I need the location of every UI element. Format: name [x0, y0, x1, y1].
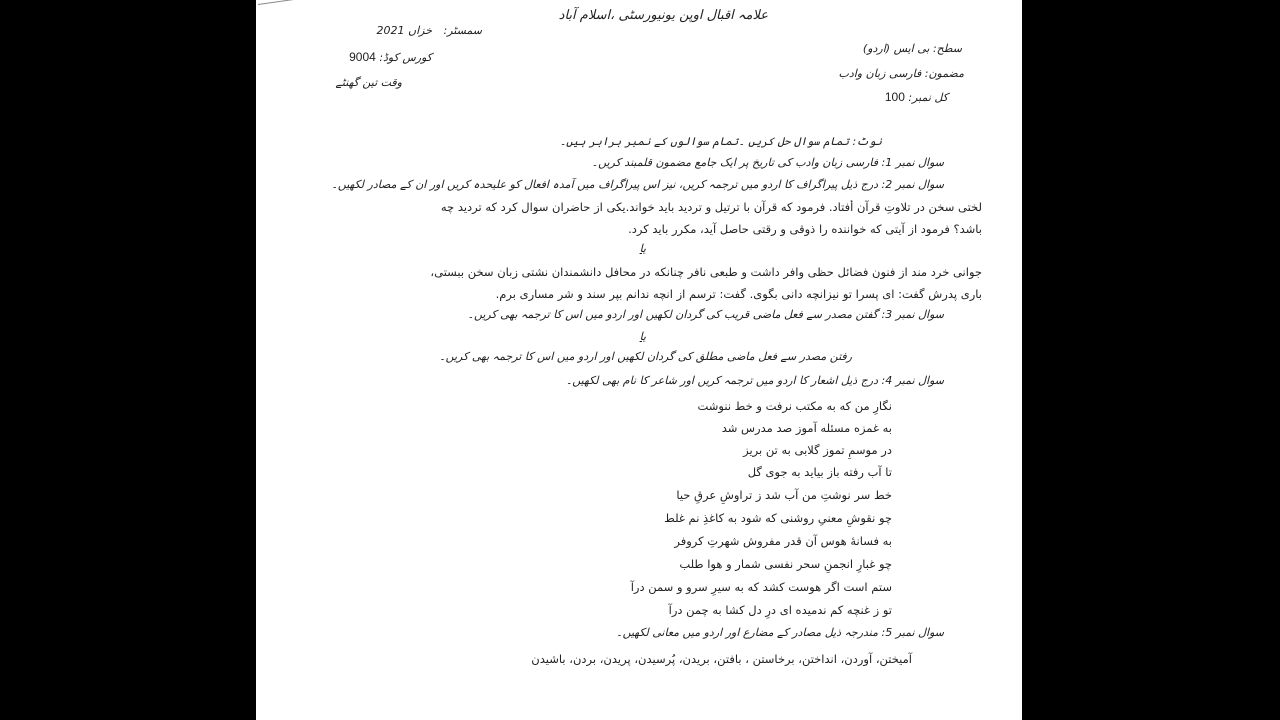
level-line: [863, 42, 962, 55]
course-code-value: 9004: [349, 50, 376, 64]
level-label: سطح:: [932, 42, 962, 55]
question-4: سوال نمبر 4: درج ذیل اشعار کا اردو میں ترجمہ کریں اور شاعر کا نام بھی لکھیں۔: [565, 374, 944, 387]
question-2-alt-line-1: جوانی خرد مند از فنونِ فضائل حظی وافر داشت و طبعی نافر چنانکه در محافلِ دانشمندان نشتی زبانِ سخن ببستی،: [430, 265, 982, 279]
level-value: بی ایس (اردو): [862, 42, 930, 55]
verse-7: به فسانهٔ هوس آن قدر مفروش شهرتِ کروفر: [674, 534, 892, 548]
subject-line: [839, 67, 965, 80]
total-marks-label: کل نمبر:: [908, 91, 948, 104]
verse-2: به غمزه مسئله آموز صد مدرس شد: [721, 421, 892, 435]
question-3-alt: رفتن مصدر سے فعل ماضی مطلق کی گردان لکھیں اور اردو میں اس کا ترجمہ بھی کریں۔: [439, 350, 852, 363]
question-3: سوال نمبر 3: گفتن مصدر سے فعل ماضی قریب کی گردان لکھیں اور اردو میں اس کا ترجمہ بھی کریں۔: [467, 308, 944, 321]
verse-6: چو نقوشِ معنیِ روشنی که شود به کاغذِ نم غلط: [664, 511, 892, 525]
university-title: علامہ اقبال اوپن یونیورسٹی ،اسلام آباد: [558, 8, 768, 23]
or-separator-2: یا: [639, 330, 646, 343]
semester-label: سمسٹر:: [443, 24, 482, 37]
question-2: سوال نمبر 2: درج ذیل پیراگراف کا اردو میں ترجمہ کریں، نیز اس پیراگراف میں آمدہ افعال کو علیحدہ کریں اور ان کے مصادر لکھیں۔: [331, 178, 944, 191]
semester-line: [377, 24, 482, 37]
question-1: سوال نمبر 1: فارسی زبان وادب کی تاریخ پر ایک جامع مضمون قلمبند کریں۔: [591, 156, 944, 169]
total-marks-value: 100: [884, 90, 905, 104]
semester-value: خزاں 2021: [376, 24, 433, 37]
verse-8: چو غبارِ انجمنِ سحر نفسی شمار و هوا طلب: [679, 557, 892, 571]
subject-label: مضمون:: [924, 67, 964, 80]
subject-value: فارسی زبان وادب: [838, 67, 922, 80]
question-5-infinitives-list: آمیختن، آوردن، انداختن، برخاستن ، بافتن، بریدن، پُرسیدن، پریدن، بردن، باشیدن: [531, 652, 912, 666]
verse-5: خط سر نوشتِ من آب شد ز تراوشِ عرقِ حیا: [676, 488, 892, 502]
question-2-passage-line-1: لختی سخن در تلاوتِ قرآن أفتاد. فرمود که قرآن با ترتیل و تردید باید خواند.یکی از حاضران سوال کرد که تردید چه: [440, 200, 982, 214]
total-marks-line: [885, 90, 948, 104]
verse-1: نگارِ من که به مکتب نرفت و خط ننوشت: [697, 399, 892, 413]
instructions-note: نوٹ: تمام سوال حل کریں ۔تمام سوالوں کے نمبر برابر ہیں۔: [559, 135, 882, 148]
scan-artifact-line: [258, 0, 302, 5]
course-code-line: [349, 50, 432, 64]
exam-paper-page: [256, 0, 1022, 720]
verse-3: در موسمِ تموز گلابی به تن بریز: [743, 443, 892, 457]
question-5: سوال نمبر 5: مندرجہ ذیل مصادر کے مضارع اور اردو میں معانی لکھیں۔: [616, 626, 944, 639]
verse-9: ستم است اگر هوست کشد که به سیرِ سرو و سمن درآ: [630, 580, 892, 594]
question-2-passage-line-2: باشد؟ فرمود از آیتی که خواننده را ذوقی و رقتی حاصل آید، مکرر باید کرد.: [628, 222, 982, 236]
verse-10: تو ز غنچه کم ندمیده ای درِ دل کشا به چمن درآ: [668, 603, 892, 617]
exam-duration: وقت تین گھنٹے: [335, 76, 402, 89]
or-separator-1: یا: [639, 242, 646, 255]
verse-4: تا آب رفته باز بیاید به جوی گل: [747, 465, 892, 479]
question-2-alt-line-2: باری پدرش گفت: ای پسرا تو نیزانچه دانی بگوی. گفت: ترسم از انچه ندانم بپر سند و شر مساری برم.: [495, 287, 982, 301]
course-code-label: کورس کوڈ:: [379, 51, 432, 64]
